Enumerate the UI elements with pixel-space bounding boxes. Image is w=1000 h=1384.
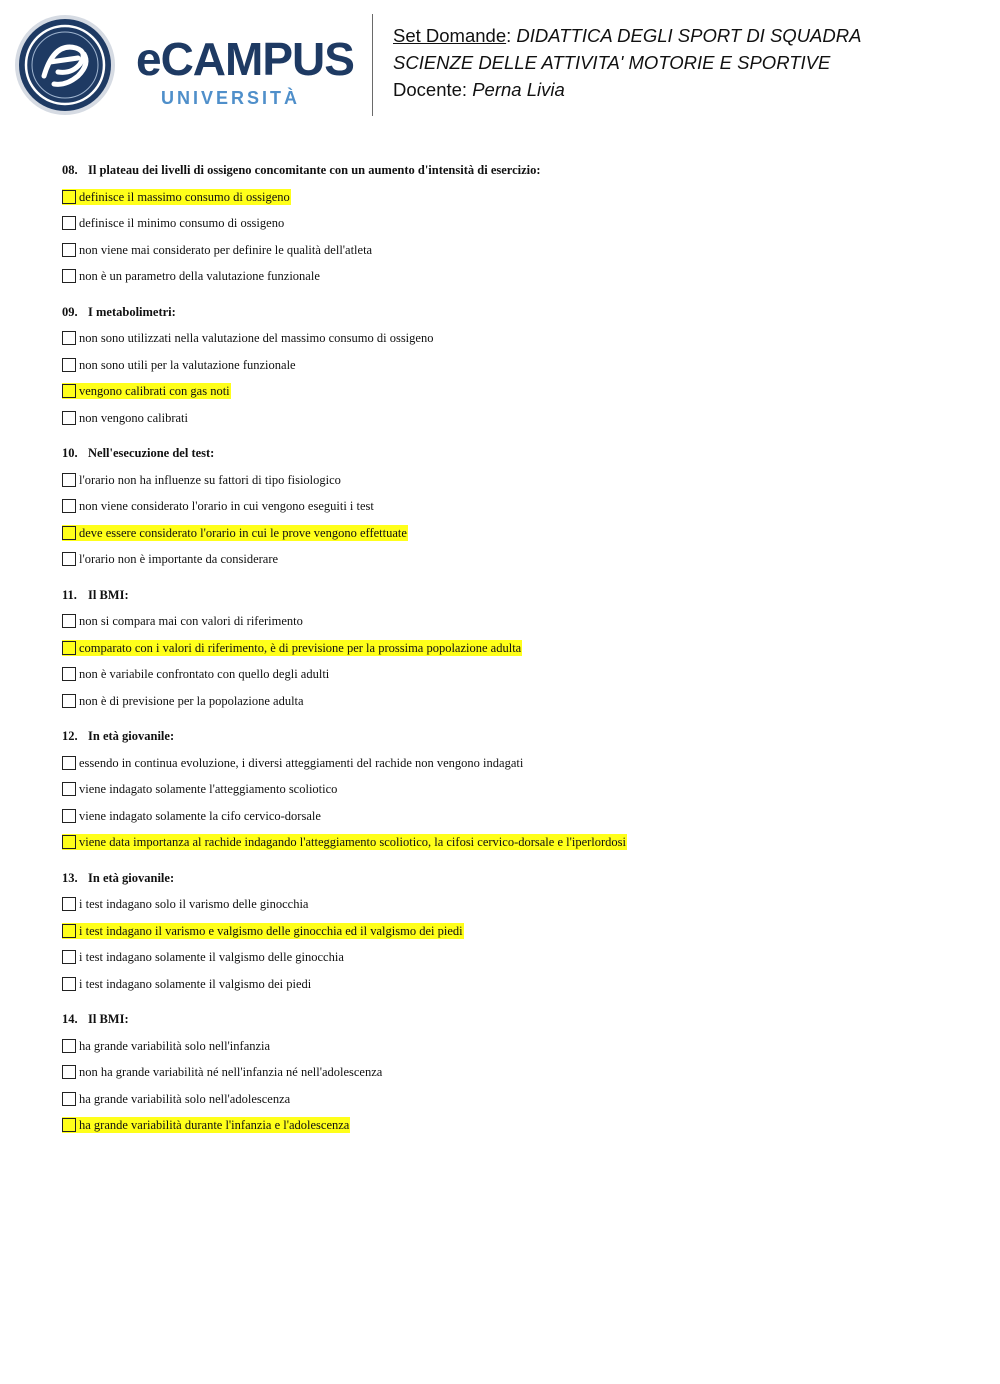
answer-option-content <box>62 1117 350 1133</box>
answer-option-content <box>62 330 434 346</box>
answer-option[interactable] <box>62 408 962 428</box>
set-title: DIDATTICA DEGLI SPORT DI SQUADRA <box>516 25 862 46</box>
question-block <box>62 868 962 994</box>
header-divider <box>372 14 373 116</box>
checkbox-icon[interactable] <box>62 216 76 230</box>
answer-option[interactable] <box>62 691 962 711</box>
checkbox-icon[interactable] <box>62 977 76 991</box>
docente-name: Perna Livia <box>472 79 565 100</box>
checkbox-icon[interactable] <box>62 190 76 204</box>
question-block <box>62 160 962 286</box>
checkbox-icon[interactable] <box>62 1039 76 1053</box>
answer-option-label: viene indagato solamente l'atteggiamento scoliotico <box>79 782 338 796</box>
question-text: In età giovanile: <box>88 729 175 743</box>
answer-option[interactable] <box>62 894 962 914</box>
answer-option[interactable] <box>62 753 962 773</box>
answer-option-correct[interactable] <box>62 638 962 658</box>
question-block <box>62 726 962 852</box>
checkbox-icon[interactable] <box>62 1092 76 1106</box>
answer-option-content <box>62 666 330 682</box>
answer-option-label: comparato con i valori di riferimento, è di previsione per la prossima popolazione adulta <box>79 640 522 655</box>
ecampus-emblem-icon <box>14 14 116 116</box>
answer-option-content <box>62 613 304 629</box>
answer-option-content <box>62 640 522 656</box>
question-title <box>62 160 962 180</box>
answer-option-label: i test indagano solo il varismo delle ginocchia <box>79 897 309 911</box>
answer-option-content <box>62 472 342 488</box>
question-number: 13. <box>62 870 78 885</box>
question-title <box>62 726 962 746</box>
checkbox-icon[interactable] <box>62 756 76 770</box>
answer-option-label: ha grande variabilità solo nell'adolescenza <box>79 1091 291 1106</box>
docente-line <box>393 76 861 103</box>
checkbox-icon[interactable] <box>62 473 76 487</box>
answer-option-content <box>62 755 524 771</box>
answer-option-content <box>62 189 291 205</box>
answer-option-content <box>62 498 375 514</box>
answer-option-label: non sono utilizzati nella valutazione del massimo consumo di ossigeno <box>79 331 434 345</box>
checkbox-icon[interactable] <box>62 552 76 566</box>
answer-option-label: non sono utili per la valutazione funzionale <box>79 357 296 372</box>
answer-option-correct[interactable] <box>62 523 962 543</box>
answer-option-correct[interactable] <box>62 381 962 401</box>
answer-option-label: non viene considerato l'orario in cui vengono eseguiti i test <box>79 499 374 513</box>
question-text: Il BMI: <box>88 1012 129 1026</box>
answer-option-content <box>62 949 345 965</box>
question-title <box>62 302 962 322</box>
answer-option-label: ha grande variabilità solo nell'infanzia <box>79 1038 271 1053</box>
question-number: 10. <box>62 446 78 460</box>
logo-wordmark: eCAMPUS <box>136 33 354 85</box>
question-number: 11. <box>62 587 77 602</box>
checkbox-icon[interactable] <box>62 384 76 398</box>
answer-option[interactable] <box>62 1089 962 1109</box>
answer-option-label: non vengono calibrati <box>79 410 188 425</box>
answer-option-content <box>62 1038 271 1054</box>
answer-option[interactable] <box>62 974 962 994</box>
question-block <box>62 1009 962 1135</box>
checkbox-icon[interactable] <box>62 269 76 283</box>
question-title <box>62 1009 962 1029</box>
question-block <box>62 302 962 428</box>
answer-option-correct[interactable] <box>62 832 962 852</box>
answer-option[interactable] <box>62 806 962 826</box>
answer-option-correct[interactable] <box>62 1115 962 1135</box>
answer-option-content <box>62 896 309 912</box>
answer-option[interactable] <box>62 779 962 799</box>
ecampus-logo <box>14 14 359 116</box>
answer-option-label: non è di previsione per la popolazione adulta <box>79 693 304 708</box>
answer-option-label: non è un parametro della valutazione funzionale <box>79 269 320 283</box>
checkbox-icon[interactable] <box>62 924 76 938</box>
answer-option-label: i test indagano solamente il valgismo dei piedi <box>79 976 312 991</box>
question-number: 12. <box>62 729 78 743</box>
answer-option-label: i test indagano solamente il valgismo delle ginocchia <box>79 950 344 964</box>
answer-option[interactable] <box>62 664 962 684</box>
question-number: 14. <box>62 1012 78 1026</box>
answer-option-content <box>62 1064 383 1080</box>
answer-option-content <box>62 357 297 373</box>
answer-option[interactable] <box>62 470 962 490</box>
answer-option-label: i test indagano il varismo e valgismo delle ginocchia ed il valgismo dei piedi <box>79 923 463 938</box>
answer-option[interactable] <box>62 1036 962 1056</box>
answer-option[interactable] <box>62 213 962 233</box>
checkbox-icon[interactable] <box>62 1118 76 1132</box>
answer-option-content <box>62 781 338 797</box>
answer-option-content <box>62 808 322 824</box>
answer-option-label: ha grande variabilità durante l'infanzia e l'adolescenza <box>79 1118 350 1132</box>
docente-label: Docente: <box>393 79 468 100</box>
question-list <box>62 160 962 1151</box>
answer-option-label: l'orario non ha influenze su fattori di tipo fisiologico <box>79 472 341 487</box>
logo-subtitle: UNIVERSITÀ <box>161 88 301 108</box>
question-text: Il plateau dei livelli di ossigeno concomitante con un aumento d'intensità di esercizio: <box>88 163 541 177</box>
answer-option-content <box>62 242 373 258</box>
checkbox-icon[interactable] <box>62 641 76 655</box>
checkbox-icon[interactable] <box>62 243 76 257</box>
answer-option-label: definisce il massimo consumo di ossigeno <box>79 189 290 204</box>
answer-option[interactable] <box>62 549 962 569</box>
question-block <box>62 443 962 569</box>
answer-option-correct[interactable] <box>62 921 962 941</box>
page-header <box>0 0 1000 130</box>
question-title <box>62 443 962 463</box>
header-info <box>393 22 861 103</box>
answer-option-content <box>62 525 408 541</box>
answer-option[interactable] <box>62 240 962 260</box>
question-title <box>62 585 962 605</box>
answer-option[interactable] <box>62 611 962 631</box>
answer-option-label: non si compara mai con valori di riferimento <box>79 614 303 628</box>
answer-option-content <box>62 976 312 992</box>
answer-option-label: viene data importanza al rachide indagando l'atteggiamento scoliotico, la cifosi cervico-dorsale e l'iperlordosi <box>79 835 627 849</box>
answer-option[interactable] <box>62 496 962 516</box>
checkbox-icon[interactable] <box>62 950 76 964</box>
set-label: Set Domande <box>393 25 507 46</box>
checkbox-icon[interactable] <box>62 331 76 345</box>
answer-option-label: non viene mai considerato per definire le qualità dell'atleta <box>79 242 373 257</box>
question-text: Nell'esecuzione del test: <box>88 446 215 460</box>
checkbox-icon[interactable] <box>62 358 76 372</box>
question-text: In età giovanile: <box>88 870 175 885</box>
answer-option[interactable] <box>62 328 962 348</box>
course-title: SCIENZE DELLE ATTIVITA' MOTORIE E SPORTIVE <box>393 52 831 73</box>
checkbox-icon[interactable] <box>62 411 76 425</box>
checkbox-icon[interactable] <box>62 1065 76 1079</box>
answer-option-label: vengono calibrati con gas noti <box>79 384 230 398</box>
answer-option-content <box>62 834 627 850</box>
answer-option-content <box>62 923 464 939</box>
answer-option-content <box>62 410 189 426</box>
question-text: I metabolimetri: <box>88 304 176 319</box>
answer-option-label: essendo in continua evoluzione, i diversi atteggiamenti del rachide non vengono indagati <box>79 755 524 770</box>
question-number: 08. <box>62 163 78 177</box>
answer-option[interactable] <box>62 266 962 286</box>
question-text: Il BMI: <box>88 587 129 602</box>
answer-option-content <box>62 693 305 709</box>
answer-option-content <box>62 268 321 284</box>
question-title <box>62 868 962 888</box>
answer-option-content <box>62 215 285 231</box>
checkbox-icon[interactable] <box>62 667 76 681</box>
set-line: Set Domande: DIDATTICA DEGLI SPORT DI SQUADRA <box>393 25 862 46</box>
answer-option[interactable] <box>62 947 962 967</box>
checkbox-icon[interactable] <box>62 694 76 708</box>
answer-option-label: l'orario non è importante da considerare <box>79 552 279 566</box>
answer-option-content <box>62 1091 291 1107</box>
checkbox-icon[interactable] <box>62 809 76 823</box>
checkbox-icon[interactable] <box>62 897 76 911</box>
answer-option[interactable] <box>62 1062 962 1082</box>
answer-option-label: non ha grande variabilità né nell'infanzia né nell'adolescenza <box>79 1065 383 1079</box>
checkbox-icon[interactable] <box>62 526 76 540</box>
answer-option-correct[interactable] <box>62 187 962 207</box>
checkbox-icon[interactable] <box>62 782 76 796</box>
answer-option-label: viene indagato solamente la cifo cervico-dorsale <box>79 808 321 823</box>
checkbox-icon[interactable] <box>62 835 76 849</box>
question-number: 09. <box>62 304 78 319</box>
answer-option-label: non è variabile confrontato con quello degli adulti <box>79 667 330 681</box>
question-block <box>62 585 962 711</box>
answer-option-content <box>62 383 231 399</box>
checkbox-icon[interactable] <box>62 614 76 628</box>
answer-option-label: deve essere considerato l'orario in cui le prove vengono effettuate <box>79 525 407 540</box>
answer-option-content <box>62 551 279 567</box>
checkbox-icon[interactable] <box>62 499 76 513</box>
answer-option[interactable] <box>62 355 962 375</box>
answer-option-label: definisce il minimo consumo di ossigeno <box>79 216 285 230</box>
